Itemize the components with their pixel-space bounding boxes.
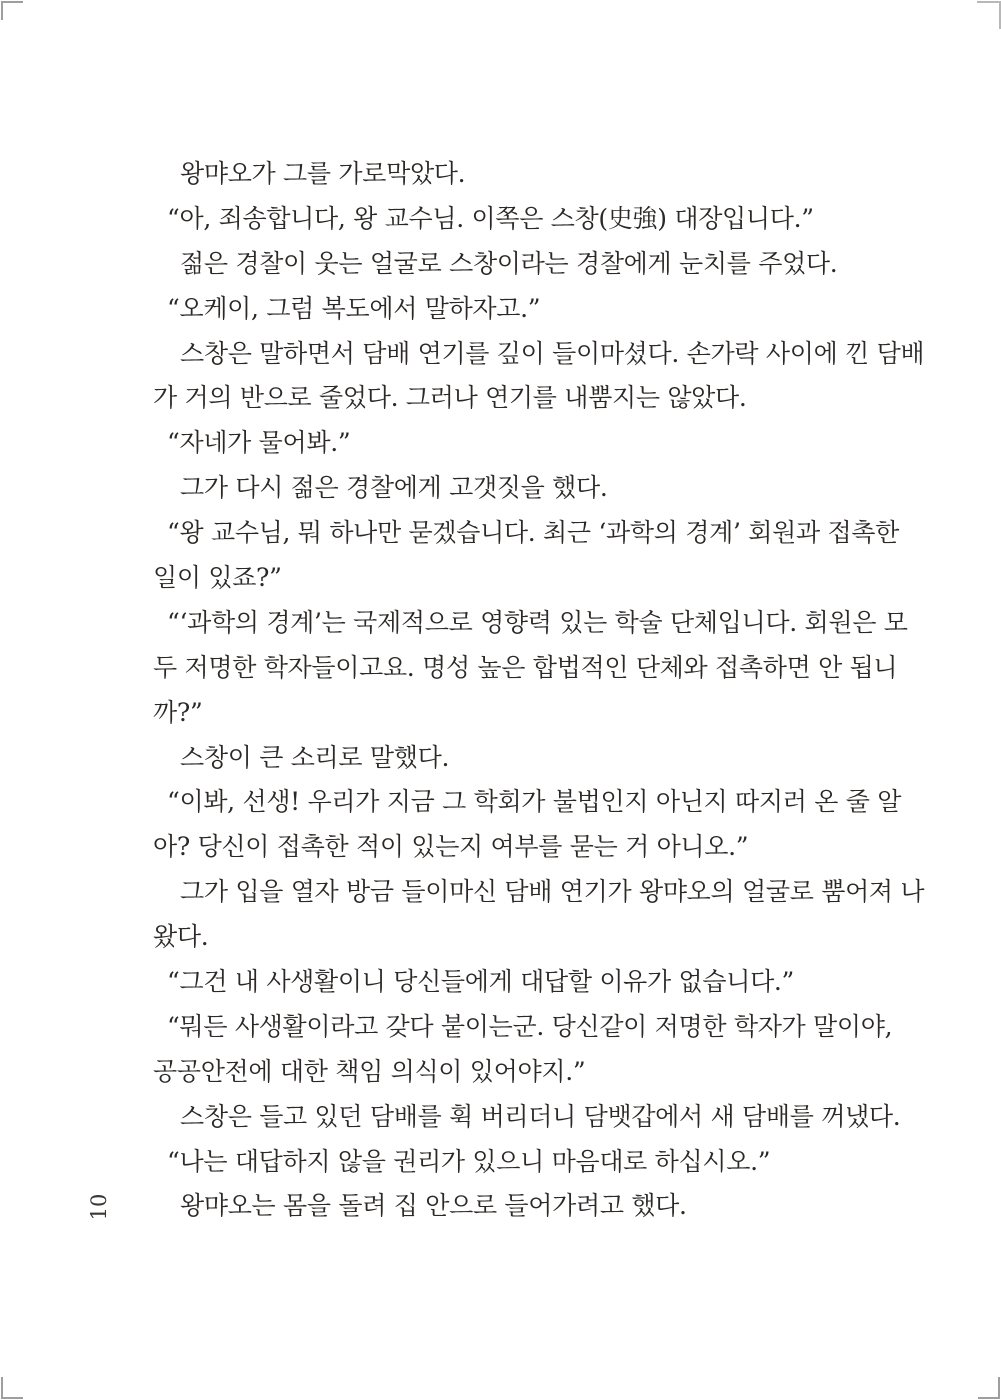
text-line: 젊은 경찰이 웃는 얼굴로 스창이라는 경찰에게 눈치를 주었다. [180, 248, 838, 278]
text-line: “이봐, 선생! 우리가 지금 그 학회가 불법인지 아닌지 따지러 온 줄 알 [167, 787, 902, 817]
text-line: 스창은 말하면서 담배 연기를 깊이 들이마셨다. 손가락 사이에 낀 담배 [180, 338, 925, 368]
text-line: 아? 당신이 접촉한 적이 있는지 여부를 묻는 거 아니오.” [153, 832, 749, 862]
text-line: 일이 있죠?” [153, 563, 282, 593]
scan-corner-mark-top-right [977, 1, 1001, 29]
page-number: 10 [87, 1193, 111, 1221]
text-line: “오케이, 그럼 복도에서 말하자고.” [167, 293, 541, 323]
scan-corner-mark-bottom-right [978, 1377, 1000, 1399]
text-line: 그가 입을 열자 방금 들이마신 담배 연기가 왕먀오의 얼굴로 뿜어져 나 [180, 877, 925, 907]
text-line: 공공안전에 대한 책임 의식이 있어야지.” [153, 1056, 586, 1086]
text-line: 까?” [153, 697, 203, 727]
text-line: 스창은 들고 있던 담배를 휙 버리더니 담뱃갑에서 새 담배를 꺼냈다. [180, 1101, 901, 1131]
text-line: 가 거의 반으로 줄었다. 그러나 연기를 내뿜지는 않았다. [153, 383, 747, 413]
text-line: “아, 죄송합니다, 왕 교수님. 이쪽은 스창(史強) 대장입니다.” [167, 203, 814, 233]
text-line: 왕먀오는 몸을 돌려 집 안으로 들어가려고 했다. [180, 1191, 687, 1221]
text-line: 왕먀오가 그를 가로막았다. [180, 159, 466, 188]
text-line: “뭐든 사생활이라고 갖다 붙이는군. 당신같이 저명한 학자가 말이야, [167, 1011, 893, 1041]
text-line: “자네가 물어봐.” [167, 428, 351, 458]
scan-corner-mark-top-left [1, 1, 23, 20]
text-line: “나는 대답하지 않을 권리가 있으니 마음대로 하십시오.” [167, 1146, 771, 1176]
scan-corner-mark-bottom-left [1, 1377, 23, 1399]
text-line: 스창이 큰 소리로 말했다. [180, 742, 450, 772]
text-line: 왔다. [153, 922, 209, 952]
text-line: 그가 다시 젊은 경찰에게 고갯짓을 했다. [180, 473, 608, 503]
text-line: 두 저명한 학자들이고요. 명성 높은 합법적인 단체와 접촉하면 안 됩니 [153, 652, 898, 682]
text-line: “‘과학의 경계’는 국제적으로 영향력 있는 학술 단체입니다. 회원은 모 [167, 607, 908, 637]
text-line: “왕 교수님, 뭐 하나만 묻겠습니다. 최근 ‘과학의 경계’ 회원과 접촉한 [167, 518, 899, 548]
text-line: “그건 내 사생활이니 당신들에게 대답할 이유가 없습니다.” [167, 967, 795, 997]
text-block [153, 152, 925, 1229]
